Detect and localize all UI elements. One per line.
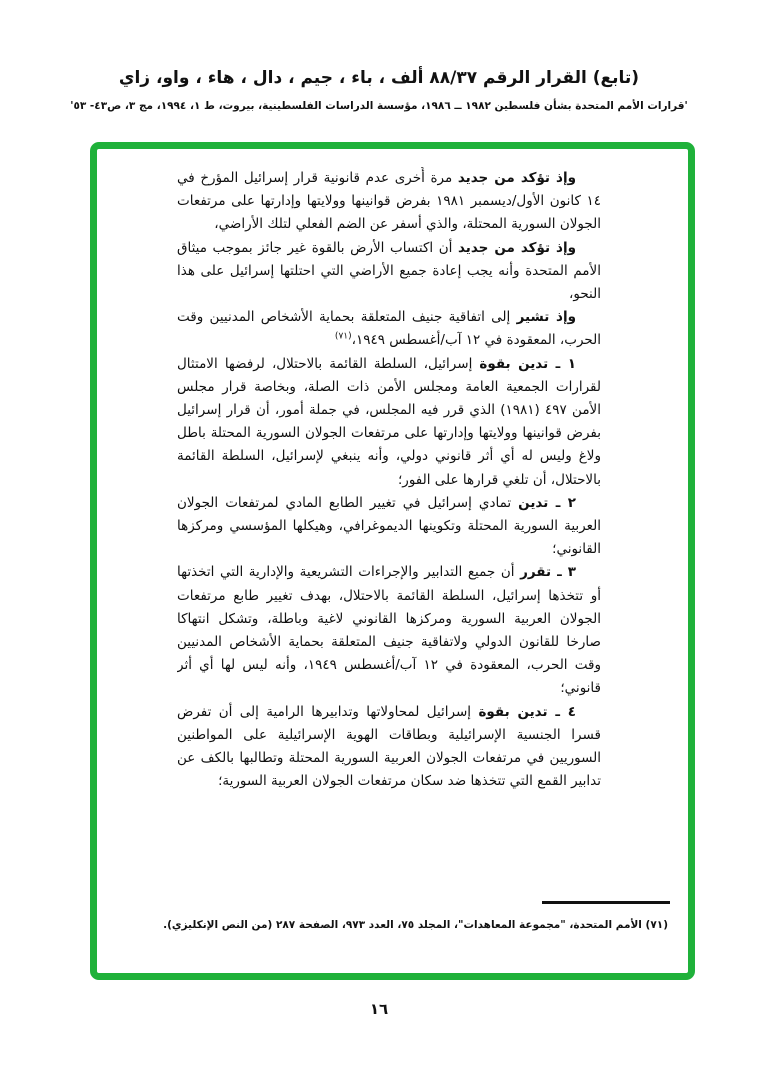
paragraph-lead: تقرر bbox=[520, 564, 552, 581]
resolution-text bbox=[177, 167, 601, 793]
paragraph: ٤ ـ تدين بقوة إسرائيل لمحاولاتها وتدابيرها الرامية إلى أن تفرض قسرا الجنسية الإسرائيلية وبطاقات الهوية الإسرائيلية على المواطنين السوريين في مرتفعات الجولان العربية السورية المحتلة وتطالبها بالكف عن تدابير القمع التي تتخذها ضد سكان مرتفعات الجولان العربية السورية؛ bbox=[177, 703, 601, 790]
page-number: ١٦ bbox=[369, 1000, 389, 1018]
paragraph: ٣ ـ تقرر أن جميع التدابير والإجراءات التشريعية والإدارية التي اتخذتها أو تتخذها إسرائيل، السلطة القائمة بالاحتلال، بهدف تغيير طابع مرتفعات الجولان العربية السورية ومركزها القانوني لاغية وباطلة، وتشكل انتهاكا صارخا للقانون الدولي ولاتفاقية جنيف المتعلقة بحماية الأشخاص المدنيين وقت الحرب، المعقودة في ١٢ آب/أغسطس ١٩٤٩، وأنه ليس لها أي أثر قانوني؛ bbox=[177, 564, 601, 697]
paragraph: وإذ تؤكد من جديد مرة أُخرى عدم قانونية قرار إسرائيل المؤرخ في ١٤ كانون الأول/ديسمبر ١٩٨١ بفرض قوانينها وولايتها وإدارتها على مرتفعات الجولان السورية المحتلة، والذي أسفر عن الضم الفعلي لتلك الأراضي، bbox=[177, 170, 601, 233]
paragraph-lead: وإذ تؤكد من جديد bbox=[457, 170, 576, 186]
footnote: (٧١) الأمم المتحدة، "مجموعة المعاهدات"، المجلد ٧٥، العدد ٩٧٣، الصفحة ٢٨٧ (من النص الإنكليزي). bbox=[163, 919, 668, 931]
item-number: ١ ـ bbox=[548, 355, 576, 372]
item-number: ٤ ـ bbox=[547, 703, 576, 720]
footnote-ref: (٧١) bbox=[334, 331, 352, 342]
paragraph-lead: تدين bbox=[518, 494, 549, 511]
paragraph: ٢ ـ تدين تمادي إسرائيل في تغيير الطابع المادي لمرتفعات الجولان العربية السورية المحتلة وتكوينها الديموغرافي، وهيكلها المؤسسي ومركزها القانوني؛ bbox=[177, 494, 601, 558]
paragraph-lead: تدين بقوة bbox=[478, 703, 548, 720]
resolution-title: (تابع) القرار الرقم ٨٨/٣٧ ألف ، باء ، جيم ، دال ، هاء ، واو، زاي bbox=[118, 68, 640, 88]
paragraph: وإذ تشير إلى اتفاقية جنيف المتعلقة بحماية الأشخاص المدنيين وقت الحرب، المعقودة في ١٢ آب/أغسطس ١٩٤٩،$^{(٧١)}$ bbox=[177, 309, 601, 349]
paragraph: ١ ـ تدين بقوة إسرائيل، السلطة القائمة بالاحتلال، لرفضها الامتثال لقرارات الجمعية العامة ومجلس الأمن ذات الصلة، وبخاصة قرار مجلس الأمن ٤٩٧ (١٩٨١) الذي قرر فيه المجلس، في جملة أمور، أن قرار إسرائيل بفرض قوانينها وولايتها وإدارتها على مرتفعات الجولان السورية المحتلة باطل ولاغ وليس له أي أثر قانوني دولي، وأنه ينبغي لإسرائيل، السلطة القائمة بالاحتلال، أن تلغي قرارها على الفور؛ bbox=[177, 355, 601, 488]
paragraph-lead: وإذ تؤكد من جديد bbox=[457, 239, 576, 256]
paragraph-lead: وإذ تشير bbox=[516, 309, 576, 326]
footnote-divider bbox=[542, 901, 670, 904]
item-number: ٣ ـ bbox=[551, 564, 576, 581]
item-number: ٢ ـ bbox=[548, 494, 577, 511]
paragraph-lead: تدين بقوة bbox=[479, 355, 549, 372]
paragraph: وإذ تؤكد من جديد أن اكتساب الأرض بالقوة غير جائز بموجب ميثاق الأمم المتحدة وأنه يجب إعادة جميع الأراضي التي احتلتها إسرائيل على هذا النحو، bbox=[177, 239, 601, 303]
source-citation: 'قرارات الأمم المتحدة بشأن فلسطين ١٩٨٢ ــ ١٩٨٦، مؤسسة الدراسات الفلسطينية، بيروت، ط ١، ١٩٩٤، مج ٣، ص٤٣- ٥٣' bbox=[70, 100, 688, 112]
